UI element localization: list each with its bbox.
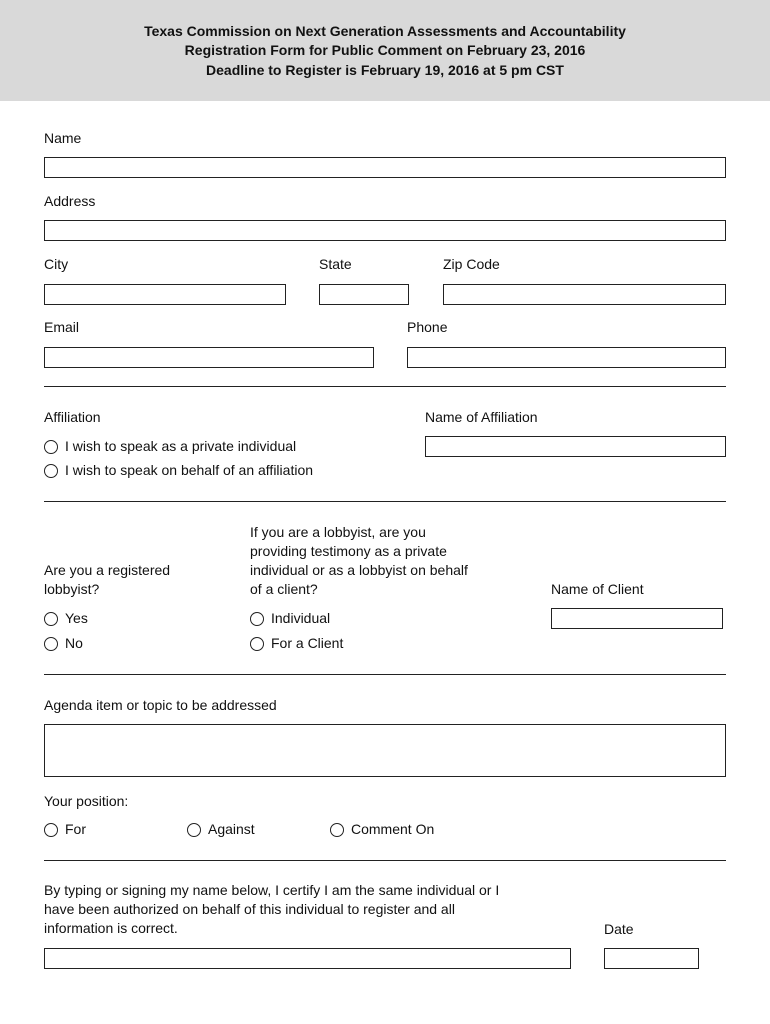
radio-position-for[interactable] [44, 820, 86, 839]
agenda-label: Agenda item or topic to be addressed [44, 697, 277, 713]
radio-circle-icon [44, 612, 58, 626]
question-line: lobbyist? [44, 581, 100, 597]
section-divider [44, 860, 726, 861]
radio-label: Comment On [351, 821, 435, 837]
radio-testimony-individual[interactable] [250, 609, 330, 628]
radio-circle-icon [44, 440, 58, 454]
question-line: Are you a registered [44, 562, 171, 578]
zip-label: Zip Code [443, 256, 500, 272]
radio-circle-icon [250, 637, 264, 651]
radio-lobbyist-yes[interactable] [44, 609, 88, 628]
radio-circle-icon [44, 637, 58, 651]
radio-circle-icon [187, 823, 201, 837]
agenda-textarea[interactable] [44, 724, 726, 777]
radio-label: No [65, 635, 83, 651]
lobbyist-question [44, 561, 170, 599]
radio-position-comment-on[interactable] [330, 820, 434, 839]
radio-label: For [65, 821, 86, 837]
city-field[interactable] [44, 284, 286, 305]
radio-position-against[interactable] [187, 820, 255, 839]
date-field[interactable] [604, 948, 699, 969]
email-label: Email [44, 319, 80, 335]
section-divider [44, 386, 726, 387]
city-label: City [44, 256, 69, 272]
affiliation-label: Affiliation [44, 409, 101, 425]
date-label: Date [604, 921, 634, 937]
name-label: Name [44, 130, 82, 146]
certification-line: By typing or signing my name below, I certify I am the same individual or I [44, 882, 500, 898]
client-name-label: Name of Client [551, 581, 644, 597]
question-line: individual or as a lobbyist on behalf [250, 562, 468, 578]
zip-field[interactable] [443, 284, 726, 305]
header-subtitle: Registration Form for Public Comment on February 23, 2016 [184, 42, 586, 58]
radio-label: I wish to speak as a private individual [65, 438, 297, 454]
affiliation-name-field[interactable] [425, 436, 726, 457]
signature-field[interactable] [44, 948, 571, 969]
radio-label: Individual [271, 610, 331, 626]
radio-label: Yes [65, 610, 88, 626]
affiliation-name-label: Name of Affiliation [425, 409, 538, 425]
radio-private-individual[interactable] [44, 437, 296, 456]
address-field[interactable] [44, 220, 726, 241]
certification-text [44, 881, 499, 938]
radio-circle-icon [250, 612, 264, 626]
radio-circle-icon [44, 823, 58, 837]
certification-line: information is correct. [44, 920, 178, 936]
phone-field[interactable] [407, 347, 726, 368]
certification-line: have been authorized on behalf of this individual to register and all [44, 901, 455, 917]
radio-on-behalf-affiliation[interactable] [44, 461, 313, 480]
state-label: State [319, 256, 352, 272]
question-line: If you are a lobbyist, are you [250, 524, 426, 540]
radio-circle-icon [330, 823, 344, 837]
radio-lobbyist-no[interactable] [44, 634, 83, 653]
radio-label: For a Client [271, 635, 344, 651]
name-field[interactable] [44, 157, 726, 178]
header-deadline: Deadline to Register is February 19, 2016 at 5 pm CST [206, 62, 564, 78]
radio-label: Against [208, 821, 255, 837]
address-label: Address [44, 193, 96, 209]
section-divider [44, 674, 726, 675]
client-name-field[interactable] [551, 608, 723, 629]
email-field[interactable] [44, 347, 374, 368]
radio-testimony-for-client[interactable] [250, 634, 343, 653]
state-field[interactable] [319, 284, 409, 305]
section-divider [44, 501, 726, 502]
radio-label: I wish to speak on behalf of an affiliation [65, 462, 314, 478]
radio-circle-icon [44, 464, 58, 478]
form-header [0, 0, 770, 101]
header-title: Texas Commission on Next Generation Assessments and Accountability [144, 23, 626, 39]
testimony-question [250, 523, 468, 599]
question-line: providing testimony as a private [250, 543, 447, 559]
phone-label: Phone [407, 319, 448, 335]
position-label: Your position: [44, 793, 129, 809]
question-line: of a client? [250, 581, 318, 597]
